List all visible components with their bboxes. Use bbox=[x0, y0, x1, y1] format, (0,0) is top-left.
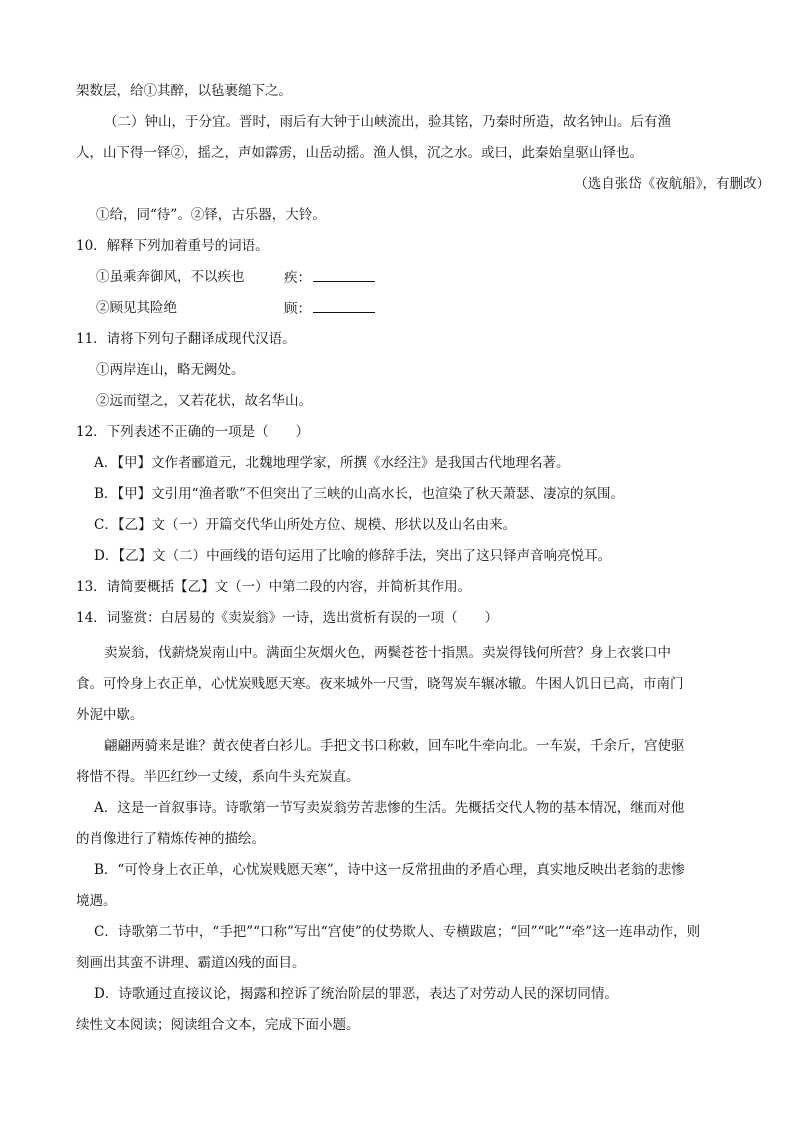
question-12-option-b: B．【甲】文引用“渔者歌”不但突出了三峡的山高水长，也渲染了秋天萧瑟、凄凉的氛围。 bbox=[94, 486, 624, 502]
question-10-stem: 10．解释下列加着重号的词语。 bbox=[76, 238, 269, 254]
q10-item1-word: 疾： bbox=[284, 270, 311, 286]
q10-item2-word: 顾： bbox=[284, 301, 311, 317]
poem-p1-line-1: 卖炭翁，伐薪烧炭南山中。满面尘灰烟火色，两鬓苍苍十指黑。卖炭得钱何所营？身上衣裳口中 bbox=[104, 645, 671, 661]
poem-p1-line-3: 外泥中歇。 bbox=[76, 707, 144, 723]
question-12-stem: 12．下列表述不正确的一项是（ ） bbox=[76, 424, 310, 440]
question-13-stem: 13．请简要概括【乙】文（一）中第二段的内容，并简析其作用。 bbox=[76, 579, 472, 595]
question-11-stem: 11．请将下列句子翻译成现代汉语。 bbox=[76, 331, 296, 347]
poem-p1-line-2: 食。可怜身上衣正单，心忧炭贱愿天寒。夜来城外一尺雪，晓驾炭车辗冰辙。牛困人饥日已高，市南门 bbox=[76, 676, 684, 692]
question-14-stem: 14．词鉴赏：白居易的《卖炭翁》一诗，选出赏析有误的一项（ ） bbox=[76, 610, 499, 626]
question-14-option-c-line-2: 刻画出其蛮不讲理、霸道凶残的面目。 bbox=[76, 955, 306, 971]
q10-item2-answer bbox=[284, 298, 375, 319]
question-14-option-a-line-2: 的肖像进行了精炼传神的描绘。 bbox=[76, 831, 265, 847]
q10-item2-blank[interactable] bbox=[313, 298, 375, 313]
question-12-option-d: D．【乙】文（二）中画线的语句运用了比喻的修辞手法，突出了这只铎声音响亮悦耳。 bbox=[94, 548, 612, 564]
passage-two-line-1: （二）钟山，于分宜。晋时，雨后有大钟于山峡流出，验其铭，乃秦时所造，故名钟山。后有渔 bbox=[104, 114, 671, 130]
passage-notes: ①给，同“待”。②铎，古乐器，大铃。 bbox=[96, 207, 326, 223]
question-11-item-1: ①两岸连山，略无阙处。 bbox=[96, 362, 245, 378]
q10-item1-blank[interactable] bbox=[313, 267, 375, 282]
q10-item1-sentence: ①虽乘奔御风，不以疾也 bbox=[96, 269, 245, 285]
question-12-option-c: C．【乙】文（一）开篇交代华山所处方位、规模、形状以及山名由来。 bbox=[94, 517, 517, 533]
question-12-option-a: A．【甲】文作者郦道元，北魏地理学家，所撰《水经注》是我国古代地理名著。 bbox=[94, 455, 570, 471]
q10-item1-answer bbox=[284, 267, 375, 288]
passage-tail: 架数层，给①其醉，以毡裹缒下之。 bbox=[76, 83, 292, 99]
next-section-heading: 续性文本阅读；阅读组合文本，完成下面小题。 bbox=[76, 1017, 360, 1033]
question-14-option-c-line-1: C．诗歌第二节中，“手把”“口称”写出“宫使”的仗势欺人、专横跋扈；“回”“叱”“牵”这一连串动作，则 bbox=[94, 924, 701, 940]
passage-source: （选自张岱《夜航船》，有删改） bbox=[574, 176, 770, 192]
question-10-item-1 bbox=[96, 267, 245, 287]
q10-item2-sentence: ②顾见其险绝 bbox=[96, 300, 177, 316]
passage-two-line-2: 人，山下得一铎②，摇之，声如霹雳，山岳动摇。渔人惧，沉之水。或曰，此秦始皇驱山铎也。 bbox=[76, 145, 643, 161]
question-11-item-2: ②远而望之，又若花状，故名华山。 bbox=[96, 393, 312, 409]
question-10-item-2 bbox=[96, 298, 177, 318]
question-14-option-d: D．诗歌通过直接议论，揭露和控诉了统治阶层的罪恶，表达了对劳动人民的深切同情。 bbox=[94, 986, 618, 1002]
question-14-option-b-line-2: 境遇。 bbox=[76, 893, 117, 909]
question-14-option-a-line-1: A．这是一首叙事诗。诗歌第一节写卖炭翁劳苦悲惨的生活。先概括交代人物的基本情况，继而对他 bbox=[94, 800, 685, 816]
poem-p2-line-1: 翩翩两骑来是谁？黄衣使者白衫儿。手把文书口称敕，回车叱牛牵向北。一车炭，千余斤，宫使驱 bbox=[104, 738, 685, 754]
question-14-option-b-line-1: B．“可怜身上衣正单，心忧炭贱愿天寒”，诗中这一反常扭曲的矛盾心理，真实地反映出老翁的悲惨 bbox=[94, 862, 685, 878]
poem-p2-line-2: 将惜不得。半匹红纱一丈绫，系向牛头充炭直。 bbox=[76, 769, 360, 785]
